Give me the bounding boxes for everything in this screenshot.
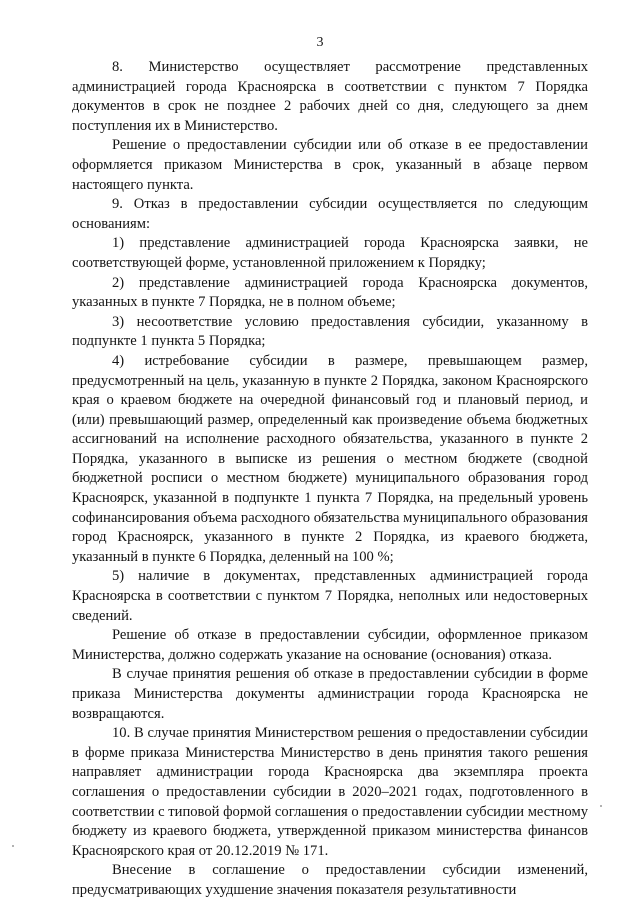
paragraph-10-agreement: 10. В случае принятия Министерством решения о предоставлении субсидии в форме приказа Министерства Министерство в день принятия такого решения направляет администрации города Красноярска два экземпляра проекта соглашения о предоставлении субсидии в 2020–2021 годах, подготовленного в соответствии с типовой формой соглашения о предоставлении субсидии местному бюджету из краевого бюджета, утвержденной приказом министерства финансов Красноярского края от 20.12.2019 № 171. [72, 725, 588, 859]
paragraph-documents-not-returned: В случае принятия решения об отказе в предоставлении субсидии в форме приказа Министерства документы администрации города Красноярска не возвращаются. [72, 666, 588, 722]
paragraph-9-refusal-grounds: 9. Отказ в предоставлении субсидии осуществляется по следующим основаниям: [72, 196, 588, 232]
list-item-2: 2) представление администрацией города Красноярска документов, указанных в пункте 7 Порядка, не в полном объеме; [72, 274, 588, 311]
list-item-4: 4) истребование субсидии в размере, превышающем размер, предусмотренный на цель, указанную в пункте 2 Порядка, законом Красноярского края о краевом бюджете на очередной финансовый год и плановый период, и (или) превышающий размер, определенный как произведение объема бюджетных ассигнований на исполнение расходного обязательства, указанного в пункте 2 Порядка, указанного в выписке из решения о местном бюджете (сводной бюджетной росписи о местном бюджете) муниципального образования город Красноярск, указанной в подпункте 1 пункта 7 Порядка, на предельный уровень софинансирования объема расходного обязательства муниципального образования город Красноярск, указанного в пункте 2 Порядка, из краевого бюджета, указанный в пункте 6 Порядка, деленный на 100 %; [72, 352, 588, 565]
paragraph-8-review: 8. Министерство осуществляет рассмотрение представленных администрацией города Красноярска в соответствии с пунктом 7 Порядка документов в срок не позднее 2 рабочих дней со дня, следующего за днем поступления их в Министерство. [72, 59, 588, 134]
scan-speck [600, 805, 602, 807]
paragraph-decision-order: Решение о предоставлении субсидии или об отказе в ее предоставлении оформляется приказом Министерства в срок, указанный в абзаце первом настоящего пункта. [72, 137, 588, 193]
page-number: 3 [316, 35, 324, 50]
paragraph-amendments: Внесение в соглашение о предоставлении субсидии изменений, предусматривающих ухудшение значения показателя результативности [72, 862, 588, 898]
list-item-1: 1) представление администрацией города Красноярска заявки, не соответствующей форме, установленной приложением к Порядку; [72, 235, 588, 271]
list-item-5: 5) наличие в документах, представленных администрацией города Красноярска в соответствии с пунктом 7 Порядка, неполных или недостоверных сведений. [72, 568, 588, 624]
list-item-3: 3) несоответствие условию предоставления субсидии, указанному в подпункте 1 пункта 5 Порядка; [72, 313, 588, 350]
paragraph-refusal-order: Решение об отказе в предоставлении субсидии, оформленное приказом Министерства, должно содержать указание на основание (основания) отказа. [72, 627, 588, 663]
document-body [72, 58, 588, 901]
scan-speck [12, 845, 14, 847]
